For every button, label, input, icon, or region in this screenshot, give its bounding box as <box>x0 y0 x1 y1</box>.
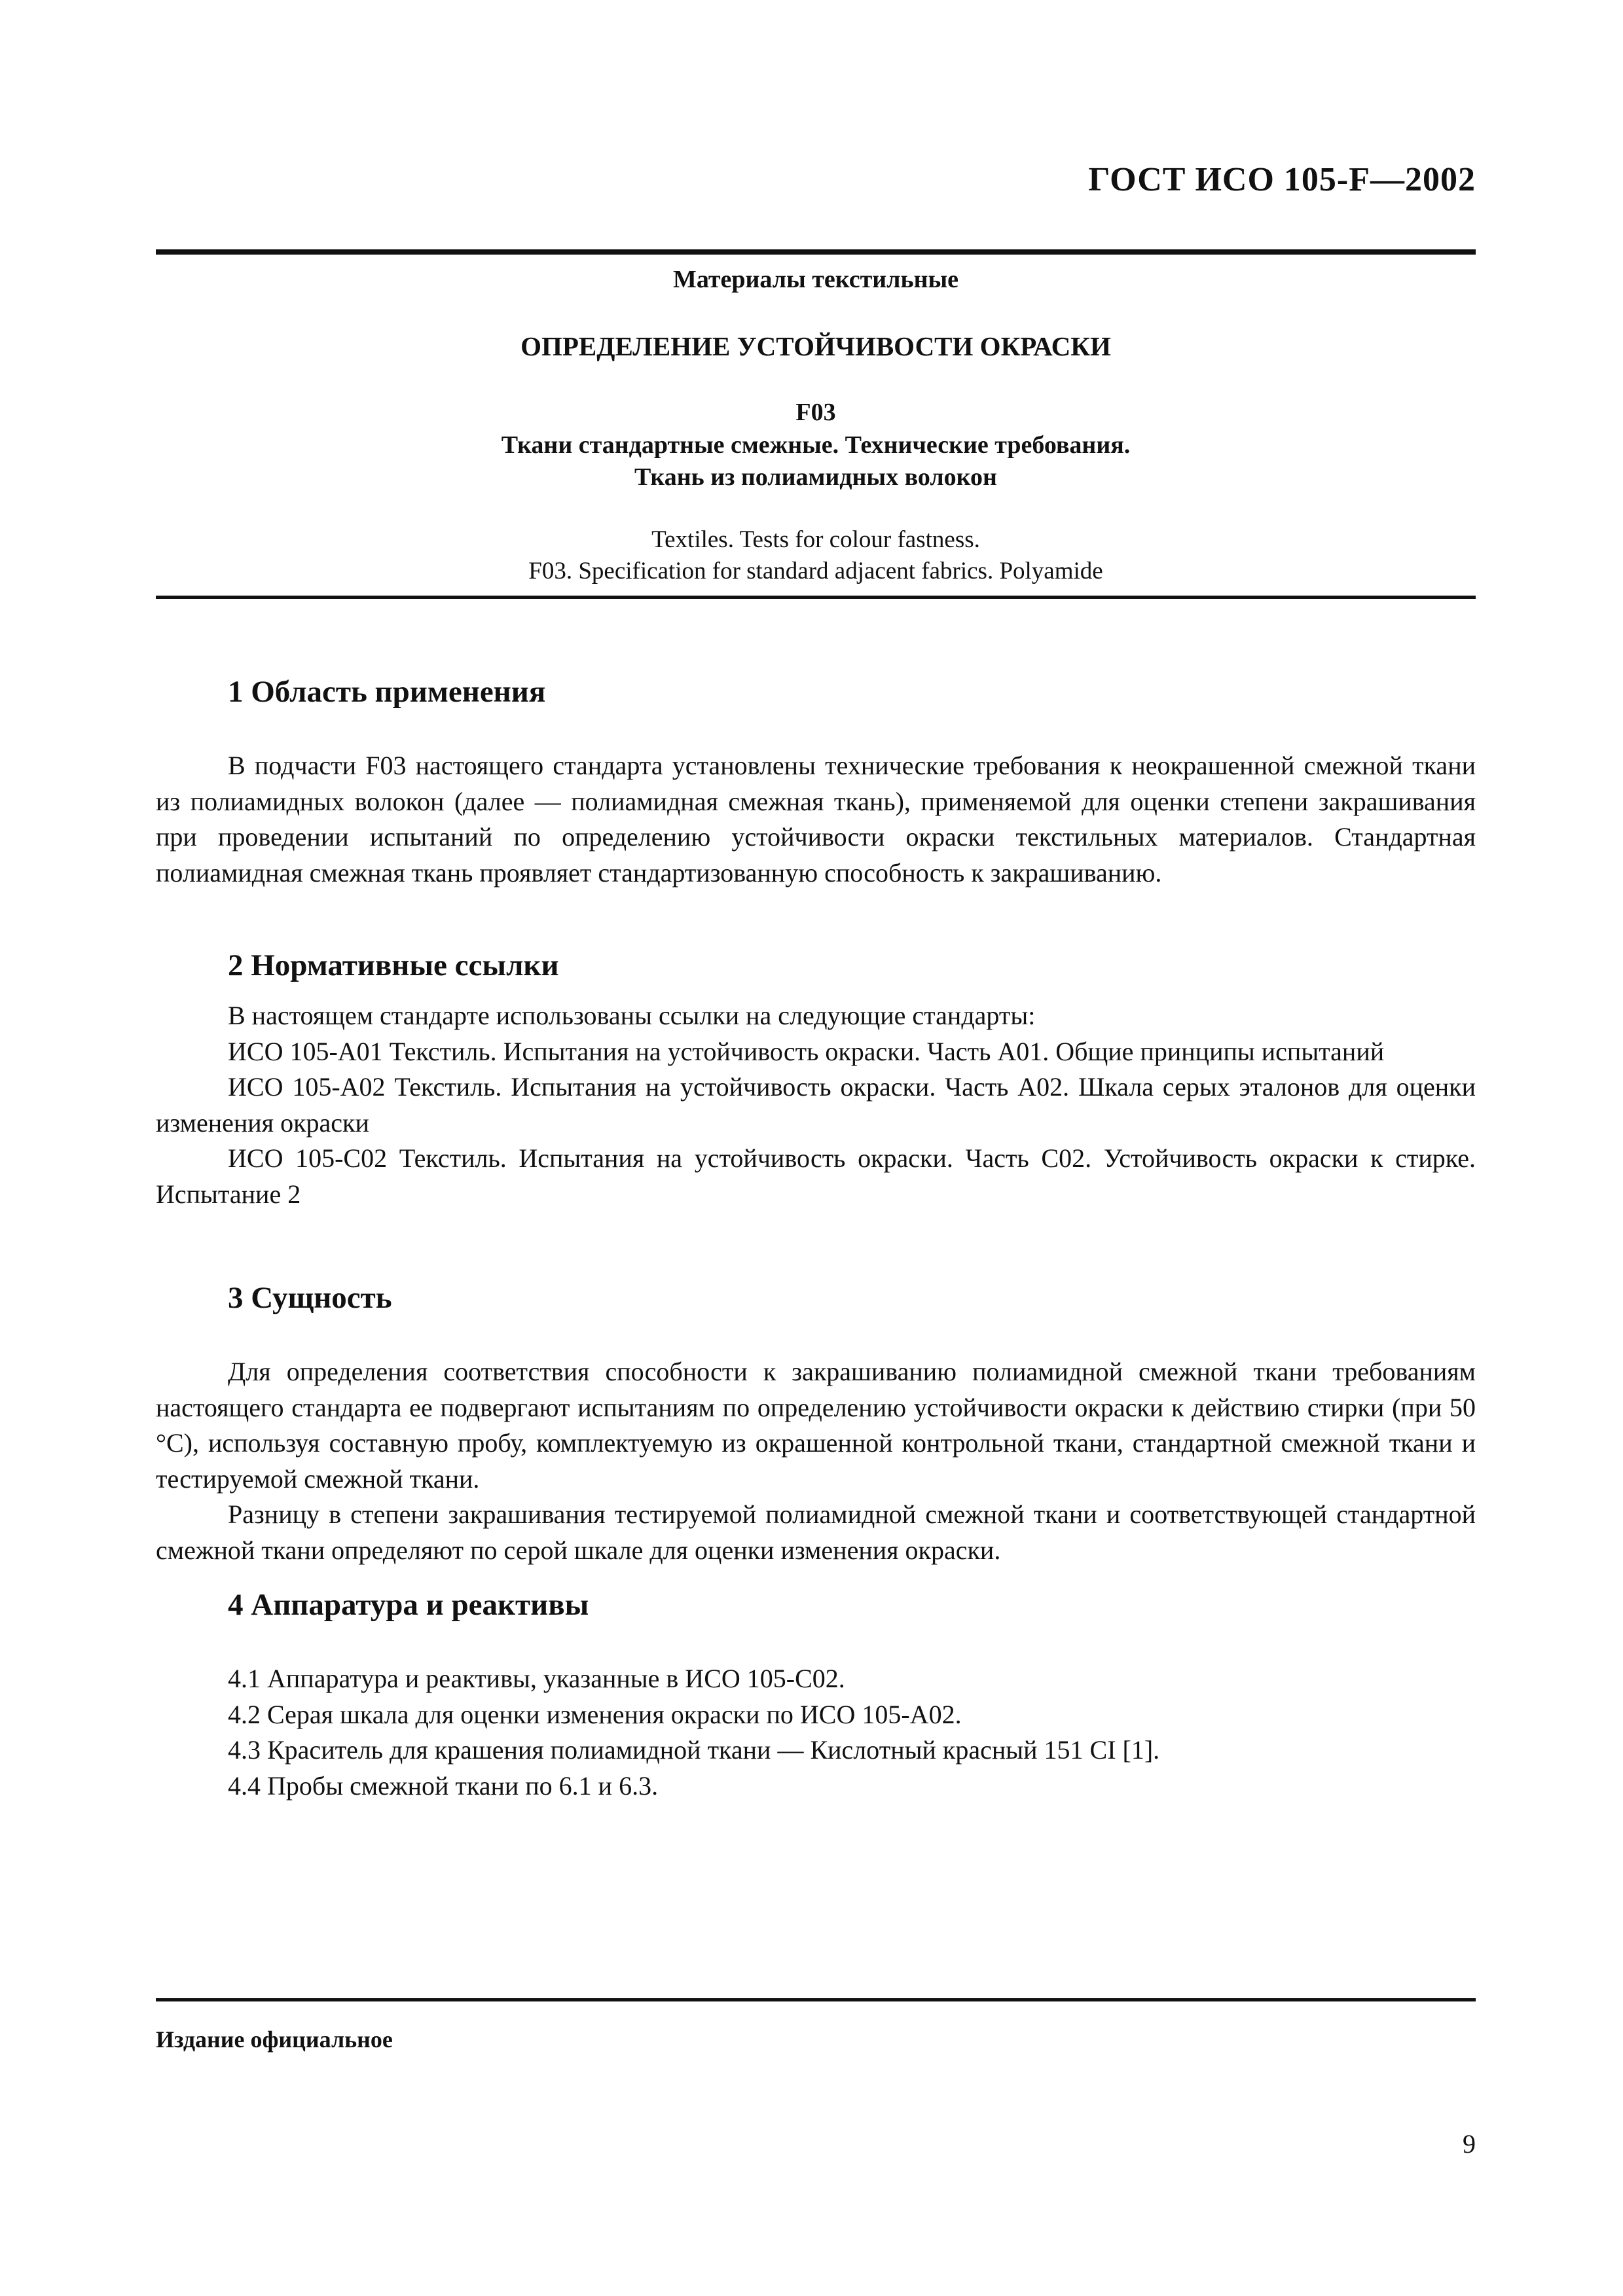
section-2-text <box>156 998 1476 1212</box>
section-1-heading: 1 Область применения <box>228 675 546 709</box>
section-3-paragraph-2: Разницу в степени закрашивания тестируемой полиамидной смежной ткани и соответствующей стандартной смежной ткани определяют по серой шкале для оценки изменения окраски. <box>156 1499 1476 1565</box>
reference-item: ИСО 105-A01 Текстиль. Испытания на устойчивость окраски. Часть A01. Общие принципы испытаний <box>228 1036 1385 1066</box>
part-code: F03 <box>795 399 836 426</box>
footer-rule <box>156 1998 1476 2001</box>
reference-item: ИСО 105-A02 Текстиль. Испытания на устойчивость окраски. Часть A02. Шкала серых эталонов для оценки изменения окраски <box>156 1072 1476 1138</box>
reference-item: ИСО 105-C02 Текстиль. Испытания на устойчивость окраски. Часть C02. Устойчивость окраски к стирке. Испытание 2 <box>156 1143 1476 1209</box>
section-3-heading: 3 Сущность <box>228 1281 392 1315</box>
list-item: 4.2 Серая шкала для оценки изменения окраски по ИСО 105-А02. <box>228 1699 962 1729</box>
section-3-text <box>156 1354 1476 1568</box>
standard-number: ГОСТ ИСО 105-F—2002 <box>1088 161 1476 198</box>
list-item: 4.3 Краситель для крашения полиамидной ткани — Кислотный красный 151 CI [1]. <box>228 1735 1160 1765</box>
title-block-rule <box>156 596 1476 599</box>
top-rule <box>156 249 1476 255</box>
section-3-paragraph-1: Для определения соответствия способности к закрашиванию полиамидной смежной ткани требованиям настоящего стандарта ее подвергают испытаниям по определению устойчивости окраски к действию стирки (при 50 °С), используя составную пробу, комплектуемую из окрашенной контрольной ткани, стандартной смежной ткани и тестируемой смежной ткани. <box>156 1357 1476 1494</box>
part-title-line1: Ткани стандартные смежные. Технические требования. <box>501 431 1131 459</box>
main-title: ОПРЕДЕЛЕНИЕ УСТОЙЧИВОСТИ ОКРАСКИ <box>520 331 1111 361</box>
section-2-heading: 2 Нормативные ссылки <box>228 948 559 982</box>
part-title-line2: Ткань из полиамидных волокон <box>634 463 997 491</box>
section-4-heading: 4 Аппаратура и реактивы <box>228 1588 589 1622</box>
subject-title: Материалы текстильные <box>672 266 959 293</box>
page-number: 9 <box>1463 2129 1476 2159</box>
list-item: 4.4 Пробы смежной ткани по 6.1 и 6.3. <box>228 1770 659 1801</box>
section-1-text <box>156 748 1476 891</box>
english-title-line1: Textiles. Tests for colour fastness. <box>651 526 980 553</box>
section-2-intro: В настоящем стандарте использованы ссылки на следующие стандарты: <box>228 1001 1036 1030</box>
list-item: 4.1 Аппаратура и реактивы, указанные в ИСО 105-С02. <box>228 1664 845 1693</box>
section-4-list <box>228 1661 1159 1804</box>
section-1-paragraph: В подчасти F03 настоящего стандарта установлены технические требования к неокрашенной смежной ткани из полиамидных волокон (далее — полиамидная смежная ткань), применяемой для оценки степени закрашивания при проведении испытаний по определению устойчивости окраски текстильных материалов. Стандартная полиамидная смежная ткань проявляет стандартизованную способность к закрашиванию. <box>156 751 1476 888</box>
official-edition-label: Издание официальное <box>156 2026 393 2053</box>
english-title-line2: F03. Specification for standard adjacent fabrics. Polyamide <box>528 558 1103 584</box>
